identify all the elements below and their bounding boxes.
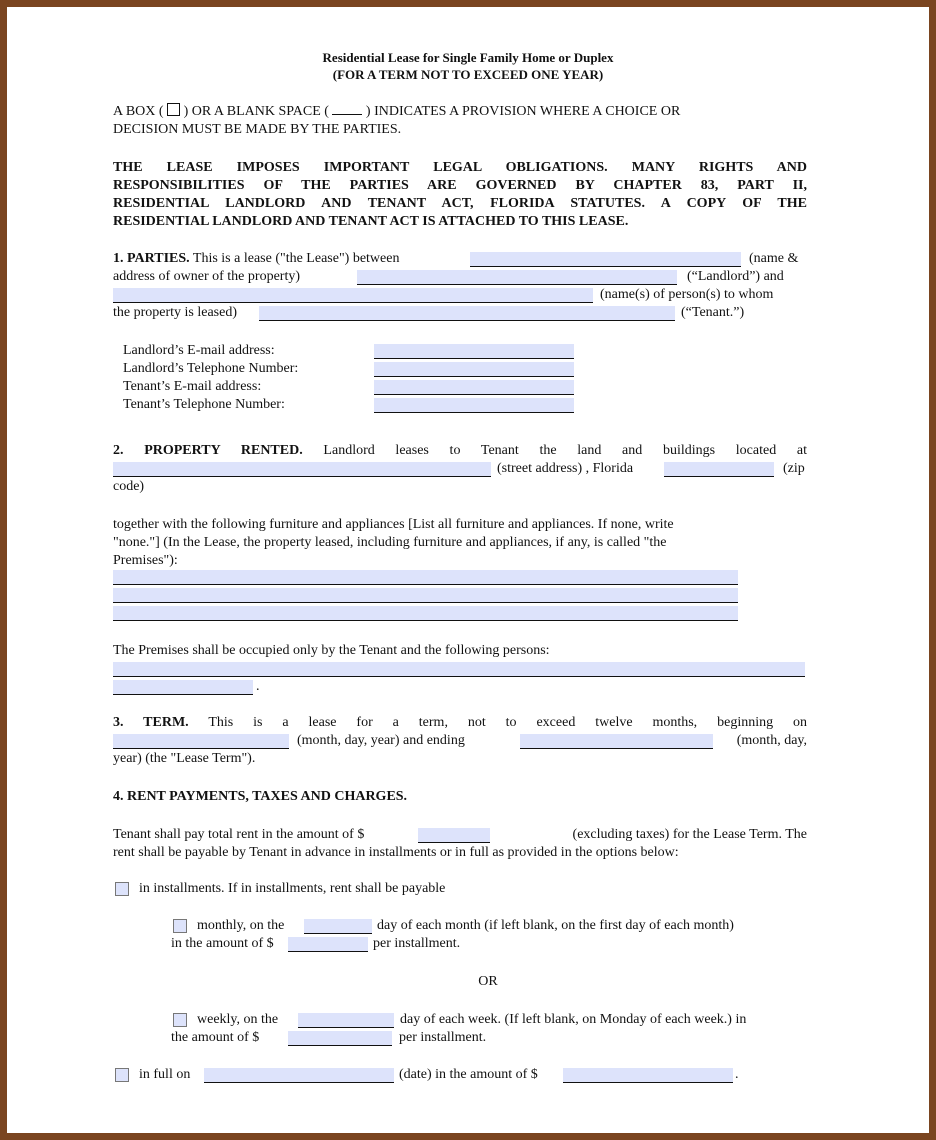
tenant-email-field[interactable] — [374, 380, 574, 395]
full-payment-period: . — [735, 1067, 739, 1082]
legal-notice-line-3: RESIDENTIAL LANDLORD AND TENANT ACT, FLORIDA STATUTES. A COPY OF THE — [113, 196, 807, 211]
tenant-names-field[interactable] — [113, 288, 593, 303]
parties-intro-text: This is a lease ("the Lease") between — [192, 251, 400, 266]
tenant-label: (“Tenant.”) — [681, 305, 745, 320]
tenant-phone-field[interactable] — [374, 398, 574, 413]
tenant-phone-label: Tenant’s Telephone Number: — [123, 397, 285, 412]
monthly-day-field[interactable] — [304, 919, 372, 934]
landlord-name-field[interactable] — [470, 252, 741, 267]
legal-notice-line-1: THE LEASE IMPOSES IMPORTANT LEGAL OBLIGATIONS. MANY RIGHTS AND — [113, 160, 807, 175]
weekly-amount-label: the amount of $ — [171, 1030, 260, 1045]
term-line-3: year) (the "Lease Term"). — [113, 751, 256, 766]
or-separator: OR — [478, 974, 498, 989]
term-start-label: (month, day, year) and ending — [297, 733, 465, 748]
parties-heading: 1. PARTIES. — [113, 251, 190, 266]
legal-notice-line-2: RESPONSIBILITIES OF THE PARTIES ARE GOVERNED BY CHAPTER 83, PART II, — [113, 178, 807, 193]
street-address-field[interactable] — [113, 462, 491, 477]
weekly-label: weekly, on the — [197, 1012, 279, 1027]
occupants-label: The Premises shall be occupied only by the Tenant and the following persons: — [113, 643, 550, 658]
furniture-line-3: Premises"): — [113, 553, 178, 568]
furniture-line-2: "none."] (In the Lease, the property leased, including furniture and appliances, if any, is called "the — [113, 535, 667, 550]
furniture-field-1[interactable] — [113, 570, 738, 585]
property-leased-label: the property is leased) — [113, 305, 238, 320]
monthly-day-label: day of each month (if left blank, on the first day of each month) — [377, 918, 734, 933]
intro-line-1 — [113, 103, 680, 121]
intro-text-a: A BOX ( — [113, 104, 164, 119]
document-title: Residential Lease for Single Family Home or Duplex — [322, 50, 614, 65]
zip-label: (zip — [783, 461, 805, 476]
tenant-address-field[interactable] — [259, 306, 675, 321]
landlord-label: (“Landlord”) and — [687, 269, 784, 284]
furniture-field-2[interactable] — [113, 588, 738, 603]
landlord-address-field[interactable] — [357, 270, 677, 285]
parties-name-label: (name & — [749, 251, 799, 266]
rent-payable-text: rent shall be payable by Tenant in advance in installments or in full as provided in the options below: — [113, 845, 679, 860]
rent-amount-label: Tenant shall pay total rent in the amount of $ — [113, 827, 365, 842]
intro-text-c: ) INDICATES A PROVISION WHERE A CHOICE OR — [365, 104, 681, 119]
monthly-installment-label: per installment. — [373, 936, 461, 951]
street-address-label: (street address) , Florida — [497, 461, 634, 476]
rent-heading: 4. RENT PAYMENTS, TAXES AND CHARGES. — [113, 789, 408, 804]
property-heading: 2. PROPERTY RENTED. — [113, 443, 303, 458]
landlord-email-label: Landlord’s E-mail address: — [123, 343, 275, 358]
occupants-field-1[interactable] — [113, 662, 805, 677]
installments-label: in installments. If in installments, rent shall be payable — [139, 881, 446, 896]
term-start-field[interactable] — [113, 734, 289, 749]
term-line-1 — [113, 714, 807, 732]
full-payment-amount-field[interactable] — [563, 1068, 733, 1083]
property-intro-text: Landlord leases to Tenant the land and buildings located at — [323, 443, 807, 458]
tenant-names-label: (name(s) of person(s) to whom — [600, 287, 774, 302]
code-label: code) — [113, 479, 145, 494]
term-end-label: (month, day, — [736, 733, 807, 748]
term-heading: 3. TERM. — [113, 715, 189, 730]
furniture-line-1: together with the following furniture and appliances [List all furniture and appliances. If none, write — [113, 517, 674, 532]
monthly-label: monthly, on the — [197, 918, 285, 933]
full-payment-amount-label: (date) in the amount of $ — [399, 1067, 538, 1082]
lease-page — [7, 7, 929, 1133]
occupants-field-2[interactable] — [113, 680, 253, 695]
zip-field[interactable] — [664, 462, 774, 477]
furniture-field-3[interactable] — [113, 606, 738, 621]
rent-amount-field[interactable] — [418, 828, 490, 843]
intro-text-b: ) OR A BLANK SPACE ( — [183, 104, 329, 119]
occupants-period: . — [256, 679, 260, 694]
rent-term-label: (excluding taxes) for the Lease Term. The — [572, 827, 807, 842]
full-payment-date-field[interactable] — [204, 1068, 394, 1083]
term-intro-text: This is a lease for a term, not to exceed twelve months, beginning on — [208, 715, 808, 730]
weekly-checkbox[interactable] — [173, 1013, 187, 1027]
blank-example-icon — [332, 104, 362, 115]
monthly-amount-field[interactable] — [288, 937, 368, 952]
box-example-icon — [167, 103, 180, 116]
weekly-installment-label: per installment. — [399, 1030, 487, 1045]
owner-address-label: address of owner of the property) — [113, 269, 300, 284]
term-end-field[interactable] — [520, 734, 713, 749]
weekly-amount-field[interactable] — [288, 1031, 392, 1046]
tenant-email-label: Tenant’s E-mail address: — [123, 379, 262, 394]
monthly-amount-label: in the amount of $ — [171, 936, 274, 951]
property-line-1 — [113, 442, 807, 460]
weekly-day-label: day of each week. (If left blank, on Monday of each week.) in — [400, 1012, 747, 1027]
monthly-checkbox[interactable] — [173, 919, 187, 933]
landlord-phone-label: Landlord’s Telephone Number: — [123, 361, 299, 376]
installments-checkbox[interactable] — [115, 882, 129, 896]
full-payment-label: in full on — [139, 1067, 191, 1082]
weekly-day-field[interactable] — [298, 1013, 394, 1028]
legal-notice-line-4: RESIDENTIAL LANDLORD AND TENANT ACT IS ATTACHED TO THIS LEASE. — [113, 214, 629, 229]
landlord-email-field[interactable] — [374, 344, 574, 359]
full-payment-checkbox[interactable] — [115, 1068, 129, 1082]
document-subtitle: (FOR A TERM NOT TO EXCEED ONE YEAR) — [332, 67, 604, 82]
landlord-phone-field[interactable] — [374, 362, 574, 377]
parties-line-1 — [113, 250, 399, 268]
intro-line-2: DECISION MUST BE MADE BY THE PARTIES. — [113, 122, 402, 137]
